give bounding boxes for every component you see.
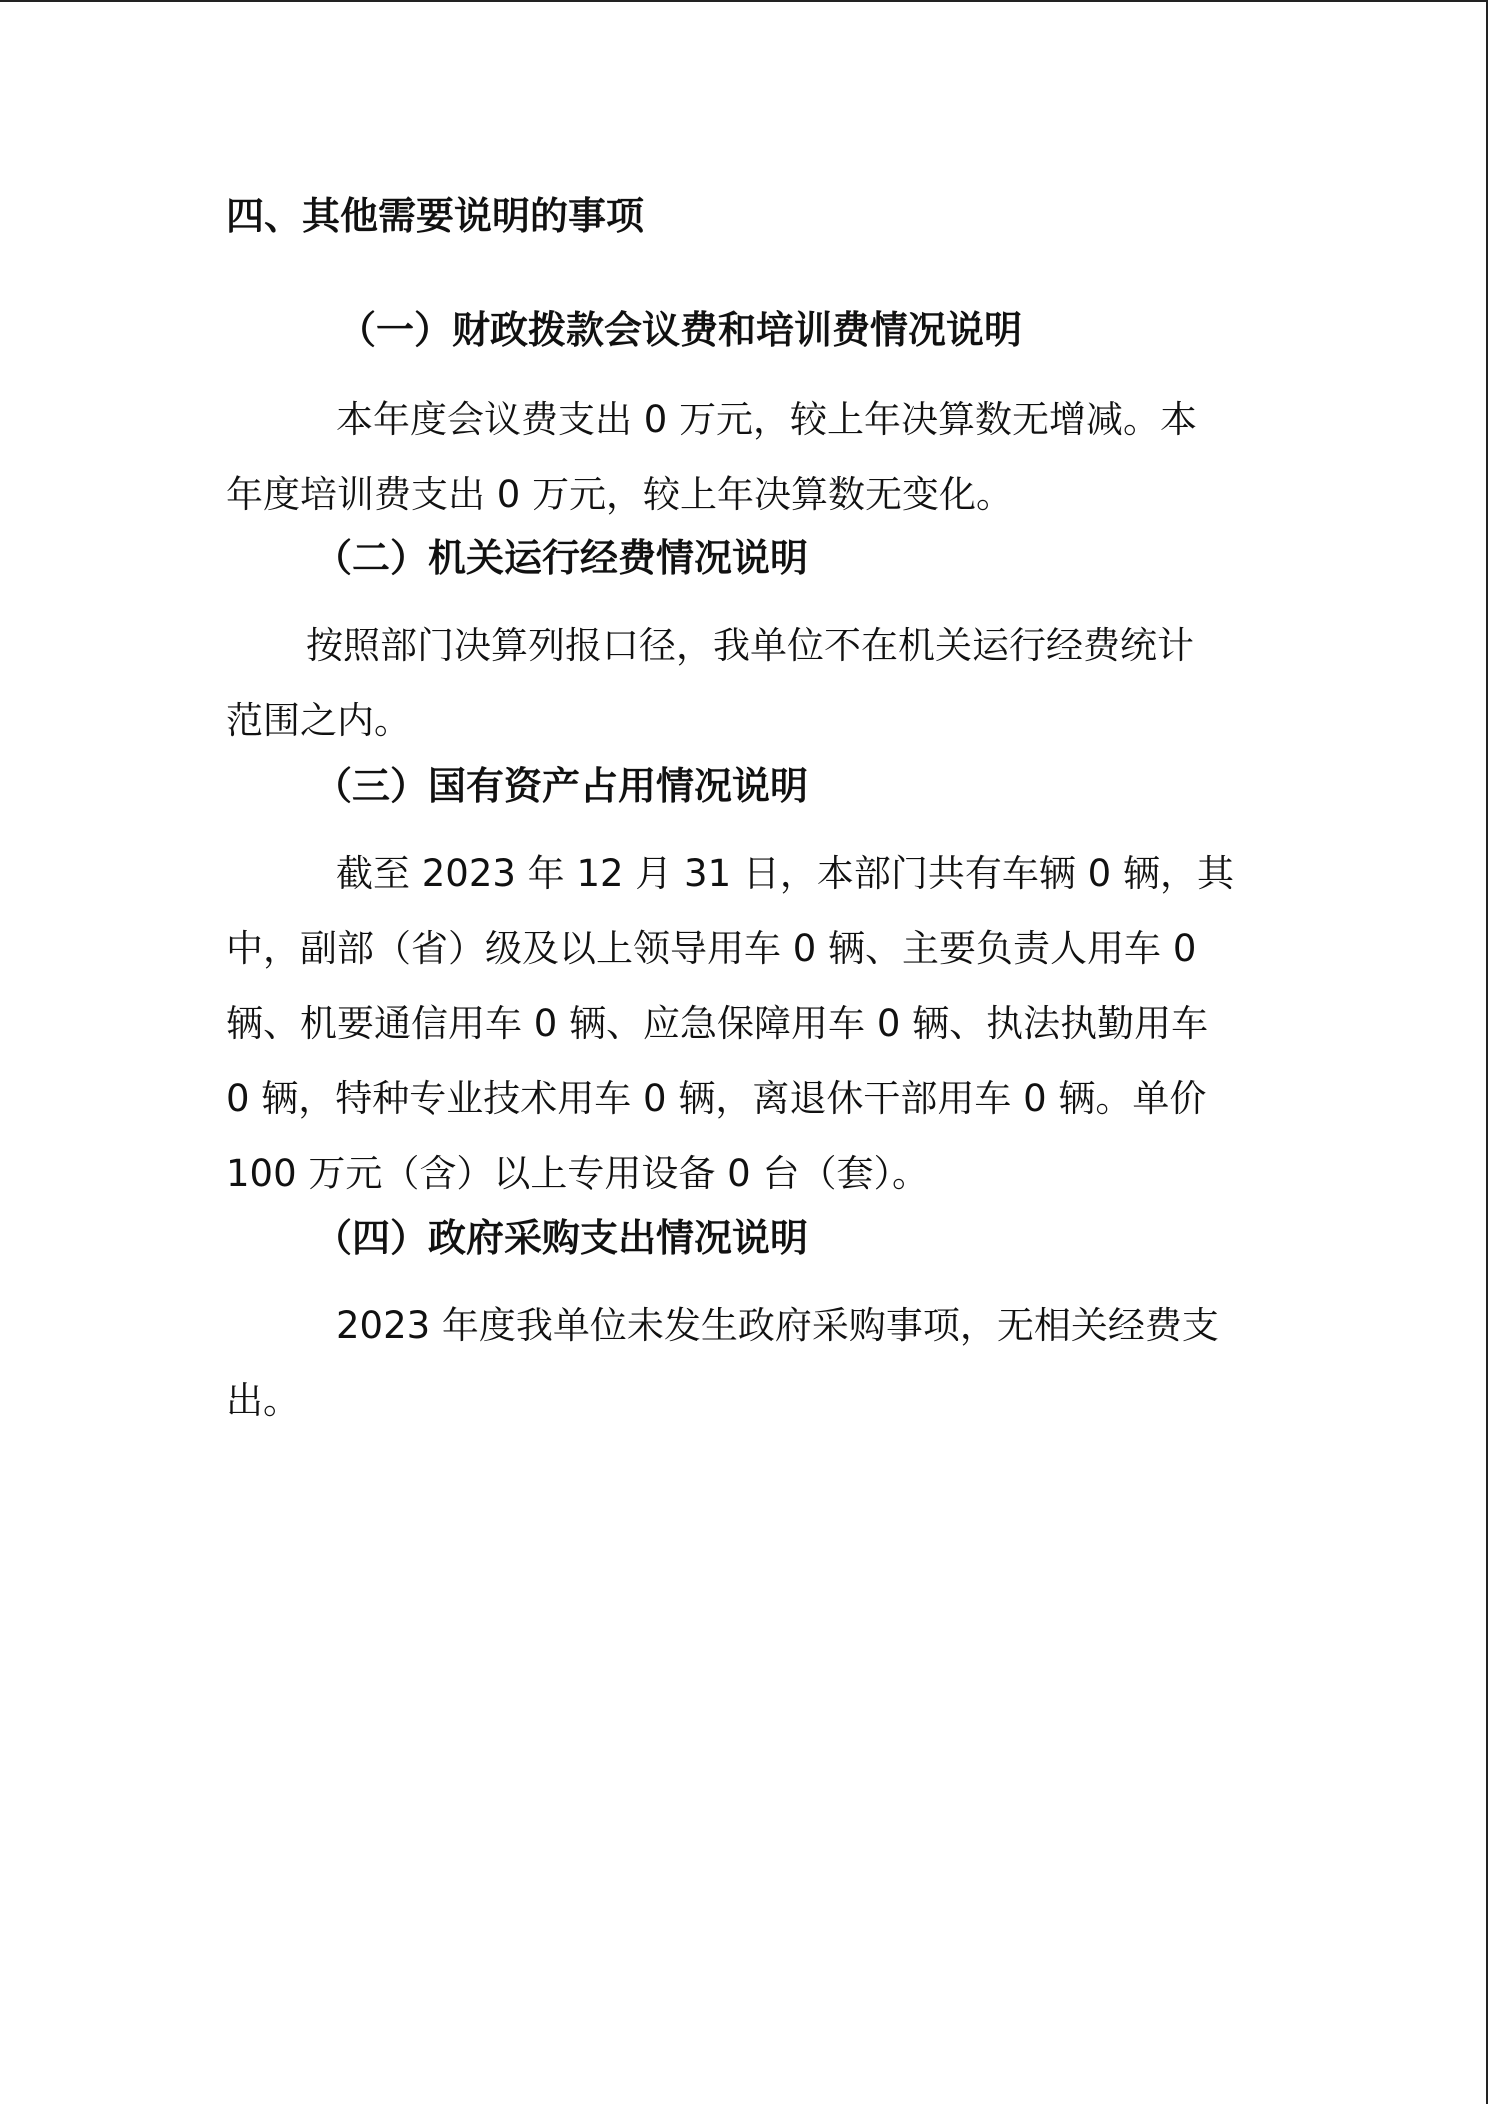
- paragraph-line: 按照部门决算列报口径，我单位不在机关运行经费统计: [306, 624, 1194, 667]
- subsection-title-procurement: （四）政府采购支出情况说明: [314, 1215, 809, 1260]
- section-title: 四、其他需要说明的事项: [226, 193, 645, 238]
- subsection-title-state-assets: （三）国有资产占用情况说明: [314, 763, 809, 808]
- subsection-title-operating-expenses: （二）机关运行经费情况说明: [314, 535, 809, 580]
- paragraph-line: 本年度会议费支出 0 万元，较上年决算数无增减。本: [336, 398, 1198, 441]
- subsection-title-meeting-training: （一）财政拨款会议费和培训费情况说明: [338, 307, 1023, 352]
- paragraph-line: 中，副部（省）级及以上领导用车 0 辆、主要负责人用车 0: [226, 927, 1197, 970]
- paragraph-line: 辆、机要通信用车 0 辆、应急保障用车 0 辆、执法执勤用车: [226, 1002, 1209, 1045]
- paragraph-line: 2023 年度我单位未发生政府采购事项，无相关经费支: [336, 1304, 1219, 1347]
- paragraph-meeting-training: [226, 382, 1262, 532]
- paragraph-state-assets: [226, 836, 1262, 1211]
- paragraph-line: 100 万元（含）以上专用设备 0 台（套）。: [226, 1152, 929, 1195]
- page-border-top: [0, 0, 1488, 2]
- paragraph-operating-expenses: [226, 608, 1262, 758]
- paragraph-line: 年度培训费支出 0 万元，较上年决算数无变化。: [226, 473, 1014, 516]
- paragraph-line: 出。: [226, 1379, 300, 1422]
- paragraph-line: 范围之内。: [226, 699, 411, 742]
- paragraph-procurement: [226, 1288, 1262, 1438]
- paragraph-line: 截至 2023 年 12 月 31 日，本部门共有车辆 0 辆，其: [336, 852, 1234, 895]
- paragraph-line: 0 辆，特种专业技术用车 0 辆，离退休干部用车 0 辆。单价: [226, 1077, 1207, 1120]
